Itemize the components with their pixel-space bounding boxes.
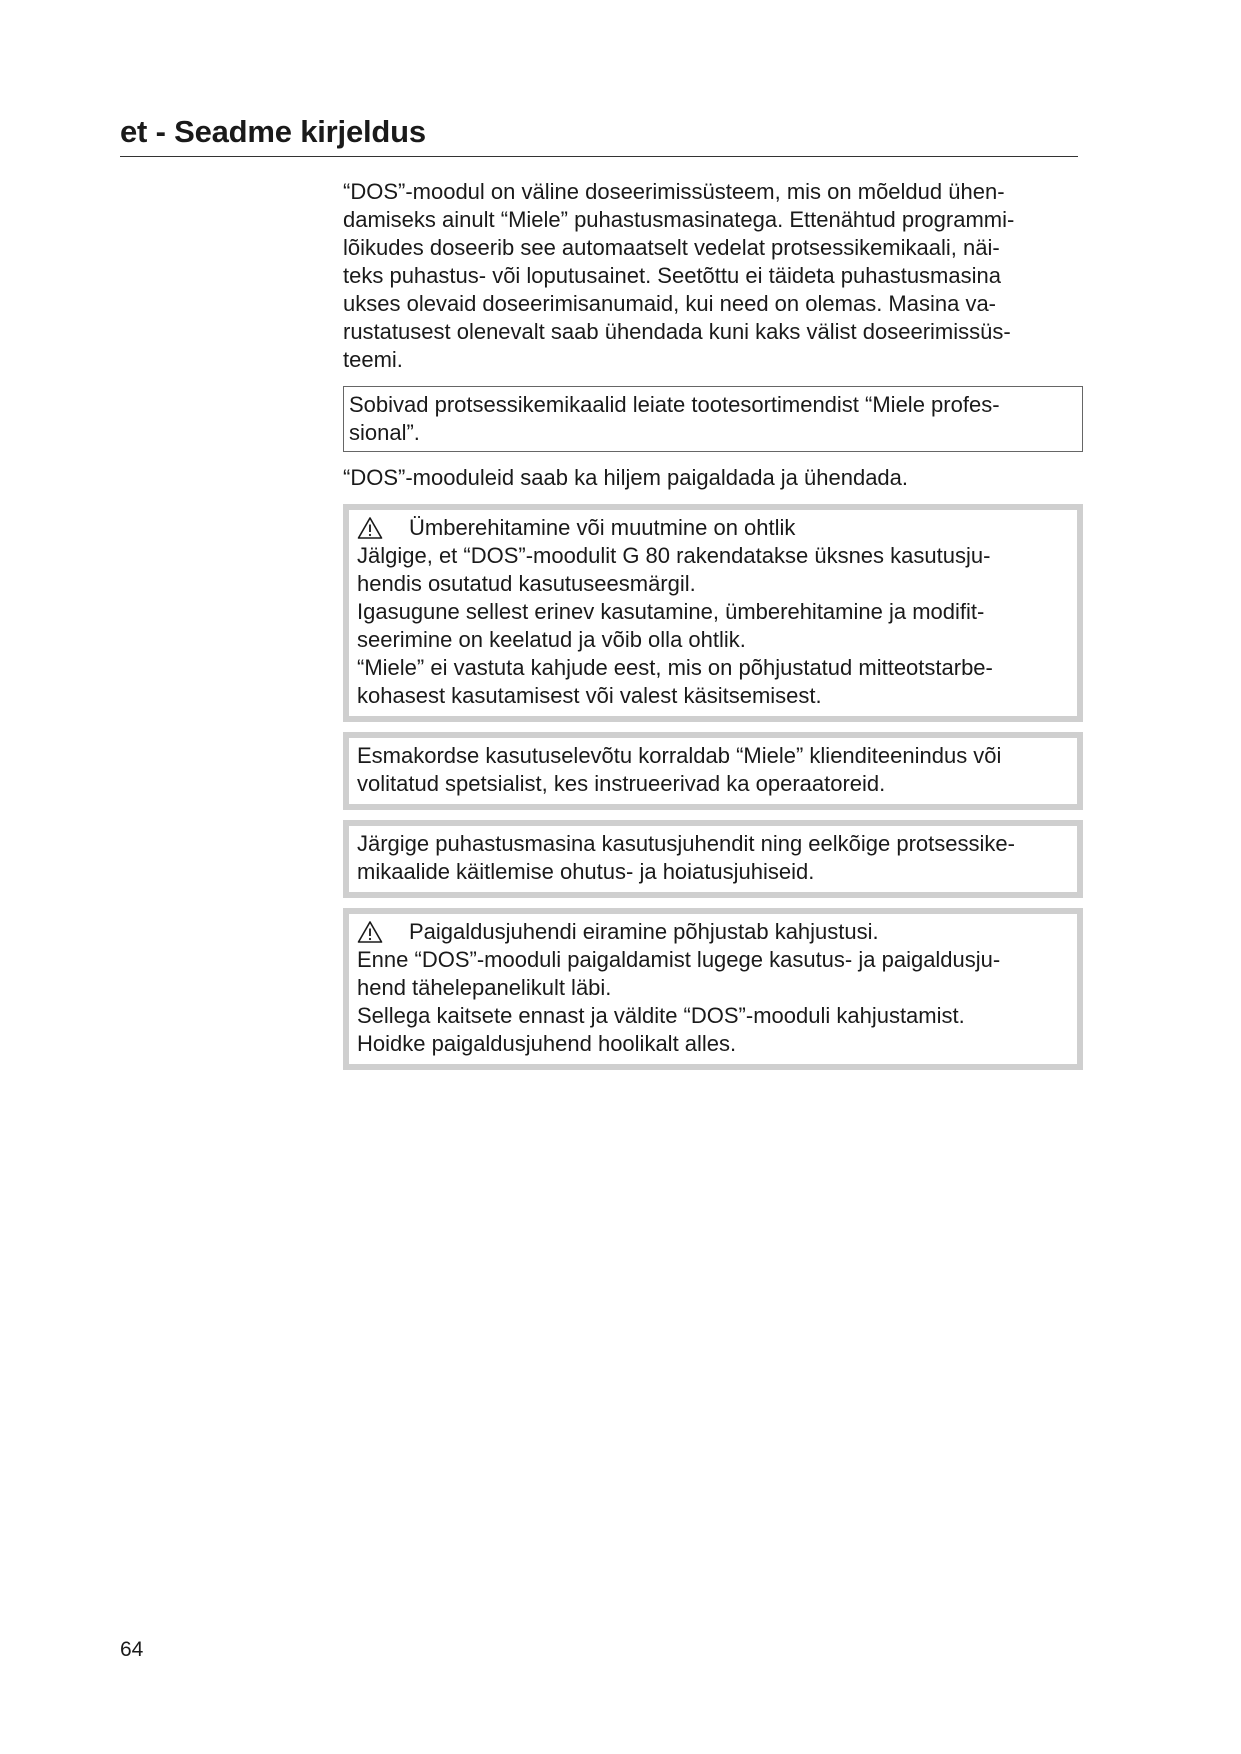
note-text: Sobivad protsessikemikaalid leiate tootesortimendist “Miele profes- sional”. [349,392,1000,445]
manual-box [343,820,1083,898]
warning-box-installation [343,908,1083,1070]
warning-title: Ümberehitamine või muutmine on ohtlik [409,515,796,540]
page-number: 64 [120,1638,144,1661]
retrofit-paragraph: “DOS”-mooduleid saab ka hiljem paigaldada ja ühendada. [343,465,909,490]
commissioning-text: Esmakordse kasutuselevõtu korraldab “Miele” klienditeenindus või volitatud spetsialist, kes instrueerivad ka operaatoreid. [357,743,1002,796]
intro-paragraph: “DOS”-moodul on väline doseerimissüsteem, mis on mõeldud ühen- damiseks ainult “Miele” puhastusmasinatega. Ettenähtud programmi- lõikudes doseerib see automaatselt vedelat protsessikemikaali, näi- teks puhastus- või loputusainet. Seetõttu ei täideta puhastusmasina ukses olevaid doseerimisanumaid, kui need on olemas. Masina va- rustatusest olenevalt saab ühendada kuni kaks välist doseerimissüs- teemi. [343,179,1015,372]
note-box [343,386,1083,452]
main-content [343,178,1083,1080]
manual-text: Järgige puhastusmasina kasutusjuhendit ning eelkõige protsessike- mikaalide käitlemise ohutus- ja hoiatusjuhiseid. [357,831,1015,884]
warning-triangle-icon [357,516,383,540]
commissioning-box [343,732,1083,810]
page-title: et - Seadme kirjeldus [120,114,426,149]
warning-heading [357,918,1069,946]
warning-title: Paigaldusjuhendi eiramine põhjustab kahjustusi. [409,919,879,944]
warning-text: Jälgige, et “DOS”-moodulit G 80 rakendatakse üksnes kasutusju- hendis osutatud kasutuseesmärgil. Igasugune sellest erinev kasutamine, ümberehitamine ja modifit- seerimine on keelatud ja võib olla ohtlik. “Miele” ei vastuta kahjude eest, mis on põhjustatud mitteotstarbe- kohasest kasutamisest või valest käsitsemisest. [357,543,993,708]
warning-text: Enne “DOS”-mooduli paigaldamist lugege kasutus- ja paigaldusju- hend tähelepanelikult läbi. Sellega kaitsete ennast ja väldite “DOS”-mooduli kahjustamist. Hoidke paigaldusjuhend hoolikalt alles. [357,947,1001,1056]
page-header [120,114,1078,157]
warning-box-modification [343,504,1083,722]
warning-triangle-icon [357,920,383,944]
warning-heading [357,514,1069,542]
